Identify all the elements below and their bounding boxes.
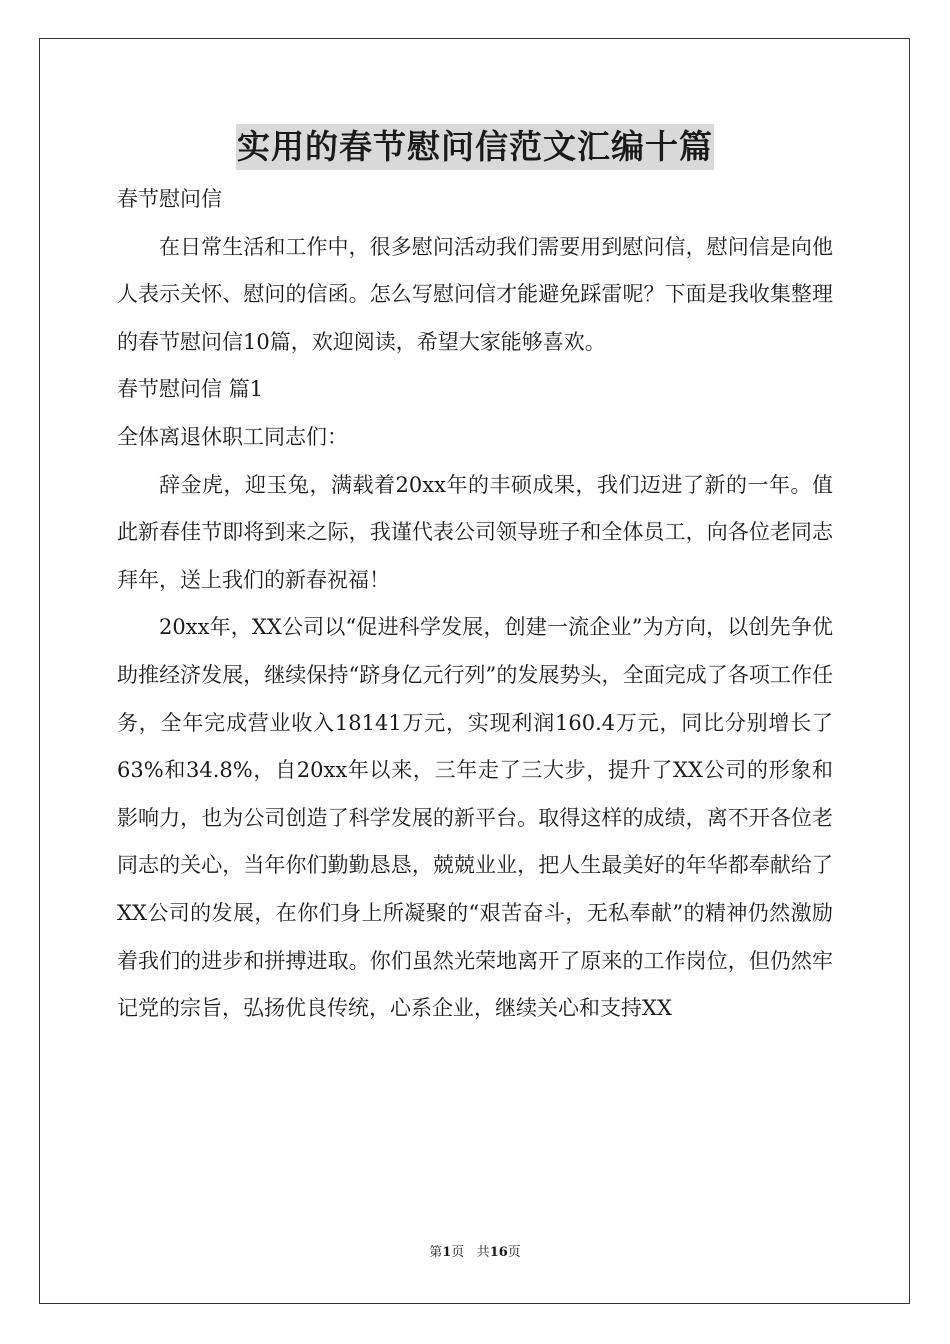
- body-paragraph: 辞金虎，迎玉兔，满载着20xx年的丰硕成果，我们迈进了新的一年。值此新春佳节即将到来之际，我谨代表公司领导班子和全体员工，向各位老同志拜年，送上我们的新春祝福！: [117, 472, 833, 592]
- total-pages: 16: [489, 1245, 508, 1260]
- page-footer: [0, 1244, 950, 1262]
- document-title: 实用的春节慰问信范文汇编十篇: [236, 124, 714, 170]
- intro-paragraph: 在日常生活和工作中，很多慰问活动我们需要用到慰问信，慰问信是向他人表示关怀、慰问的信函。怎么写慰问信才能避免踩雷呢？下面是我收集整理的春节慰问信10篇，欢迎阅读，希望大家能够喜欢。: [117, 234, 833, 354]
- body-paragraph: 20xx年，XX公司以“促进科学发展，创建一流企业”为方向，以创先争优助推经济发展，继续保持“跻身亿元行列”的发展势头，全面完成了各项工作任务，全年完成营业收入18141万元，实现利润160.4万元，同比分别增长了63%和34.8%，自20xx年以来，三年走了三大步，提升了XX公司的形象和影响力，也为公司创造了科学发展的新平台。取得这样的成绩，离不开各位老同志的关心，当年你们勤勤恳恳，兢兢业业，把人生最美好的年华都奉献给了XX公司的发展，在你们身上所凝聚的“艰苦奋斗，无私奉献”的精神仍然激励着我们的进步和拼搏进取。你们虽然光荣地离开了原来的工作岗位，但仍然牢记党的宗旨，弘扬优良传统，心系企业，继续关心和支持XX: [117, 615, 833, 1021]
- page-suffix: 页: [451, 1245, 465, 1260]
- page-prefix: 第: [429, 1245, 443, 1260]
- document-body: [117, 176, 833, 1033]
- title-container: [0, 124, 950, 170]
- article-heading: 春节慰问信 篇1: [117, 377, 264, 402]
- section-heading: 春节慰问信: [117, 187, 222, 211]
- salutation: 全体离退休职工同志们：: [117, 424, 348, 449]
- page-number: 1: [442, 1245, 452, 1260]
- total-suffix: 页: [507, 1245, 521, 1260]
- total-prefix: 共: [476, 1245, 490, 1260]
